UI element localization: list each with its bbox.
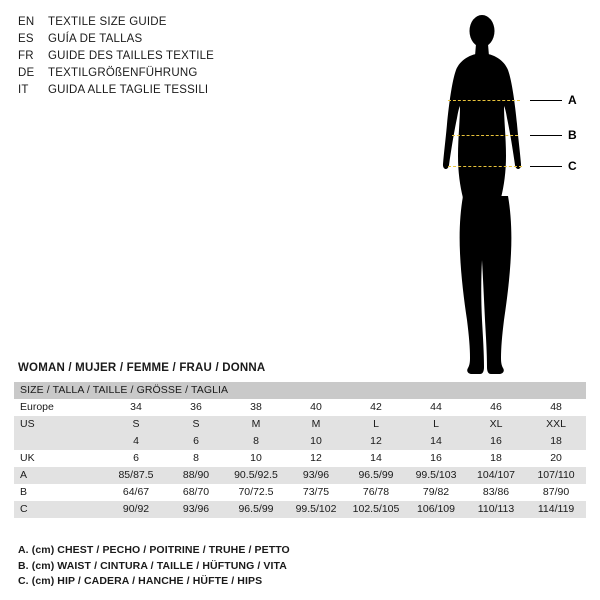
- cell: 90/92: [106, 501, 166, 518]
- title-row-de: [18, 67, 318, 84]
- cell: 36: [166, 399, 226, 416]
- cell: 110/113: [466, 501, 526, 518]
- cell: 114/119: [526, 501, 586, 518]
- cell: 4: [106, 433, 166, 450]
- table-row: [14, 467, 586, 484]
- table-row: [14, 399, 586, 416]
- row-label-a: A: [14, 467, 106, 484]
- cell: 104/107: [466, 467, 526, 484]
- cell: 40: [286, 399, 346, 416]
- cell: 34: [106, 399, 166, 416]
- cell: XXL: [526, 416, 586, 433]
- table-row: [14, 501, 586, 518]
- cell: 18: [526, 433, 586, 450]
- hip-measure-line: [448, 166, 522, 167]
- row-label-c: C: [14, 501, 106, 518]
- waist-marker-label: B: [568, 128, 577, 142]
- size-table: [14, 382, 586, 518]
- language-code-fr: FR: [18, 50, 34, 62]
- hip-leader-line: [530, 166, 562, 167]
- cell: 106/109: [406, 501, 466, 518]
- table-header-row: [14, 382, 586, 399]
- cell: 14: [406, 433, 466, 450]
- language-code-it: IT: [18, 84, 29, 96]
- cell: 76/78: [346, 484, 406, 501]
- title-text-fr: GUIDE DES TAILLES TEXTILE: [48, 50, 215, 62]
- title-text-it: GUIDA ALLE TAGLIE TESSILI: [48, 84, 209, 96]
- table-row: [14, 433, 586, 450]
- table-row: [14, 416, 586, 433]
- cell: 14: [346, 450, 406, 467]
- cell: 90.5/92.5: [226, 467, 286, 484]
- cell: M: [226, 416, 286, 433]
- language-code-en: EN: [18, 16, 35, 28]
- legend-row-a: A. (cm) CHEST / PECHO / POITRINE / TRUHE / PETTO: [18, 544, 290, 556]
- title-row-en: [18, 16, 318, 33]
- measurement-legend: [18, 543, 578, 590]
- cell: 68/70: [166, 484, 226, 501]
- chest-leader-line: [530, 100, 562, 101]
- language-code-de: DE: [18, 67, 35, 79]
- cell: 18: [466, 450, 526, 467]
- cell: 12: [286, 450, 346, 467]
- row-label-us: US: [14, 416, 106, 433]
- cell: 20: [526, 450, 586, 467]
- cell: 73/75: [286, 484, 346, 501]
- cell: 88/90: [166, 467, 226, 484]
- waist-leader-line: [530, 135, 562, 136]
- legend-row-c: C. (cm) HIP / CADERA / HANCHE / HÜFTE / HIPS: [18, 575, 263, 587]
- cell: 16: [466, 433, 526, 450]
- cell: M: [286, 416, 346, 433]
- chest-measure-line: [448, 100, 520, 101]
- row-label-uk: UK: [14, 450, 106, 467]
- title-text-de: TEXTILGRÖßENFÜHRUNG: [48, 67, 198, 79]
- title-text-es: GUÍA DE TALLAS: [48, 33, 143, 45]
- cell: XL: [466, 416, 526, 433]
- title-row-fr: [18, 50, 318, 67]
- size-table-wrapper: [14, 382, 586, 518]
- section-heading-woman: WOMAN / MUJER / FEMME / FRAU / DONNA: [18, 362, 266, 374]
- cell: 42: [346, 399, 406, 416]
- cell: 79/82: [406, 484, 466, 501]
- hip-marker-label: C: [568, 159, 577, 173]
- row-label-us-numeric: [14, 433, 106, 450]
- cell: 93/96: [286, 467, 346, 484]
- cell: 64/67: [106, 484, 166, 501]
- cell: 16: [406, 450, 466, 467]
- female-silhouette-figure: [430, 8, 595, 378]
- row-label-europe: Europe: [14, 399, 106, 416]
- language-code-es: ES: [18, 33, 34, 45]
- table-row: [14, 450, 586, 467]
- cell: 102.5/105: [346, 501, 406, 518]
- cell: 107/110: [526, 467, 586, 484]
- table-row: [14, 484, 586, 501]
- cell: 38: [226, 399, 286, 416]
- title-row-it: [18, 84, 318, 101]
- cell: 83/86: [466, 484, 526, 501]
- cell: 8: [166, 450, 226, 467]
- cell: 44: [406, 399, 466, 416]
- table-header-label: SIZE / TALLA / TAILLE / GRÖSSE / TAGLIA: [14, 382, 586, 399]
- silhouette-icon: [430, 8, 595, 378]
- cell: S: [166, 416, 226, 433]
- waist-measure-line: [452, 135, 518, 136]
- cell: 87/90: [526, 484, 586, 501]
- cell: 48: [526, 399, 586, 416]
- cell: 6: [166, 433, 226, 450]
- cell: 96.5/99: [226, 501, 286, 518]
- title-row-es: [18, 33, 318, 50]
- cell: L: [346, 416, 406, 433]
- cell: 12: [346, 433, 406, 450]
- cell: 46: [466, 399, 526, 416]
- title-text-en: TEXTILE SIZE GUIDE: [48, 16, 167, 28]
- cell: 10: [286, 433, 346, 450]
- legend-row-b: B. (cm) WAIST / CINTURA / TAILLE / HÜFTUNG / VITA: [18, 559, 287, 572]
- cell: S: [106, 416, 166, 433]
- row-label-b: B: [14, 484, 106, 501]
- cell: 85/87.5: [106, 467, 166, 484]
- title-block: [18, 16, 318, 101]
- cell: L: [406, 416, 466, 433]
- cell: 8: [226, 433, 286, 450]
- cell: 99.5/103: [406, 467, 466, 484]
- cell: 10: [226, 450, 286, 467]
- chest-marker-label: A: [568, 93, 577, 107]
- cell: 93/96: [166, 501, 226, 518]
- cell: 96.5/99: [346, 467, 406, 484]
- cell: 99.5/102: [286, 501, 346, 518]
- cell: 6: [106, 450, 166, 467]
- cell: 70/72.5: [226, 484, 286, 501]
